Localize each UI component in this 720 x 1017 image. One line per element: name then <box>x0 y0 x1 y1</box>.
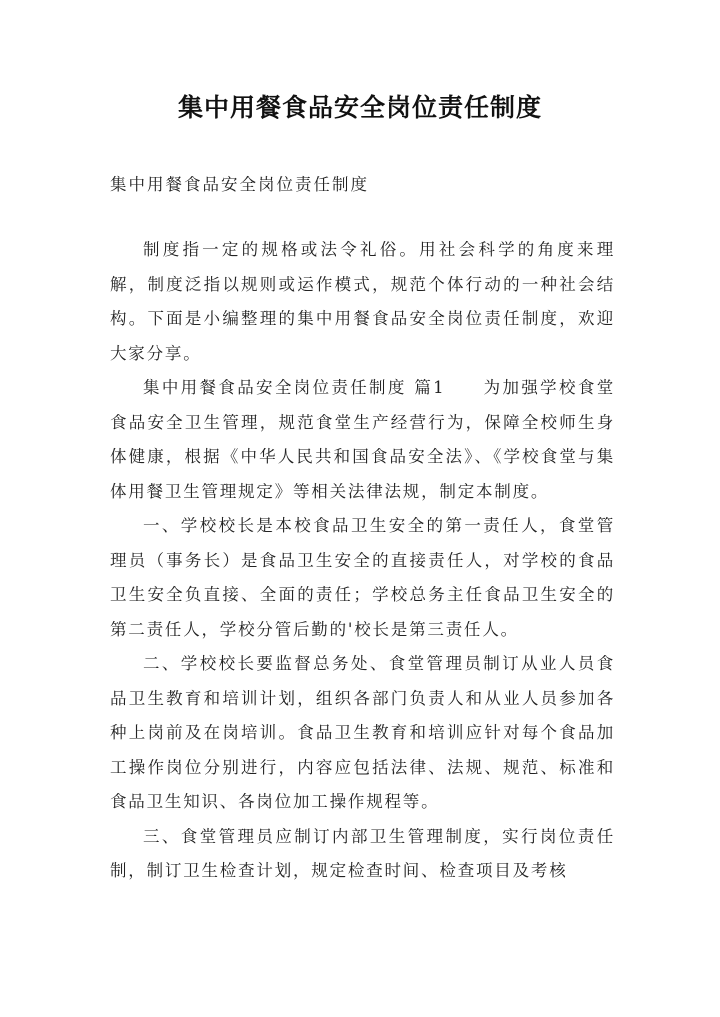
document-subtitle: 集中用餐食品安全岗位责任制度 <box>110 175 369 194</box>
paragraph-clause-2: 二、学校校长要监督总务处、食堂管理员制订从业人员食品卫生教育和培训计划，组织各部门负责人和从业人员参加各种上岗前及在岗培训。食品卫生教育和培训应针对每个食品加工操作岗位分别进行，内容应包括法律、法规、规范、标准和食品卫生知识、各岗位加工操作规程等。 <box>110 654 615 811</box>
paragraph-clause-1: 一、学校校长是本校食品卫生安全的第一责任人，食堂管理员（事务长）是食品卫生安全的直接责任人，对学校的食品卫生安全负直接、全面的责任；学校总务主任食品卫生安全的第二责任人，学校分管后勤的'校长是第三责任人。 <box>110 516 615 639</box>
paragraph-clause-3: 三、食堂管理员应制订内部卫生管理制度，实行岗位责任制，制订卫生检查计划，规定检查时间、检查项目及考核 <box>110 826 615 880</box>
paragraph-intro: 制度指一定的规格或法令礼俗。用社会科学的角度来理解，制度泛指以规则或运作模式，规范个体行动的一种社会结构。下面是小编整理的集中用餐食品安全岗位责任制度，欢迎大家分享。 <box>110 240 615 363</box>
document-body <box>110 233 615 889</box>
document-title: 集中用餐食品安全岗位责任制度 <box>177 93 542 122</box>
paragraph-section-1: 集中用餐食品安全岗位责任制度 篇1 为加强学校食堂食品安全卫生管理，规范食堂生产经营行为，保障全校师生身体健康，根据《中华人民共和国食品安全法》、《学校食堂与集体用餐卫生管理规定》等相关法律法规，制定本制度。 <box>110 378 615 501</box>
